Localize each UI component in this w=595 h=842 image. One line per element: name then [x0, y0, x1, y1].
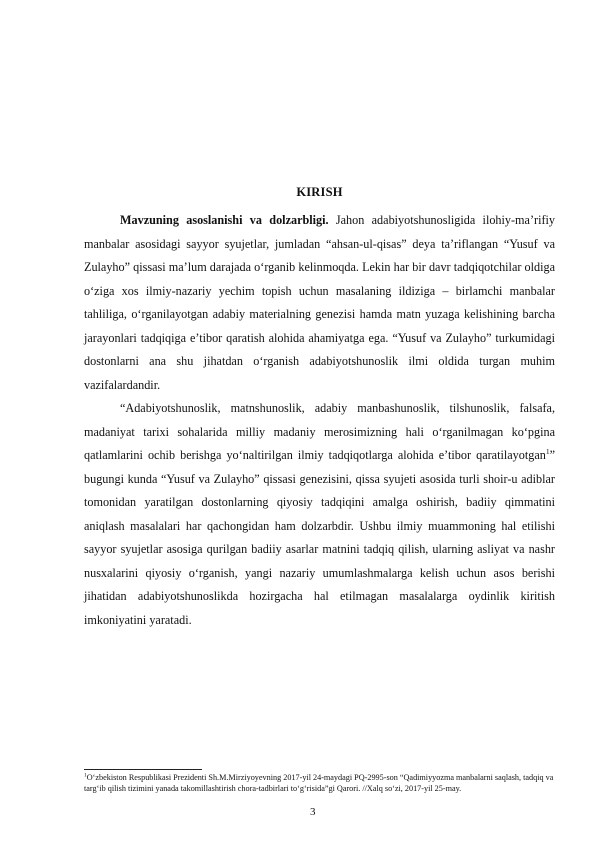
paragraph-relevance: [84, 209, 555, 397]
footnote-reference[interactable]: 1: [545, 446, 550, 456]
paragraph-lead: Mavzuning asoslanishi va dolzarbligi.: [120, 213, 329, 227]
page-number: 3: [310, 806, 316, 818]
paragraph-text-before: “Adabiyotshunoslik, matnshunoslik, adabiy manbashunoslik, tilshunoslik, falsafa, madaniyat tarixi sohalarida milliy madaniy merosimizning hali o‘rganilmagan ko‘pgina qatlamlarini ochib berishga yo‘naltirilgan ilmiy tadqiqotlarga alohida e’tibor qaratilayotgan: [84, 401, 555, 462]
body-text: [84, 209, 555, 632]
paragraph-research: [84, 397, 555, 632]
footnote-marker: 1: [84, 772, 87, 779]
footnote: [84, 772, 555, 794]
paragraph-text-after: ” bugungi kunda “Yusuf va Zulayho” qissasi genezisini, qissa syujeti asosida turli shoir-u adiblar tomonidan yaratilgan dostonlarning qiyosiy tadqiqini amalga oshirish, badiiy qimmatini aniqlash masalalari har qachongidan ham dolzarbdir. Ushbu ilmiy muammoning hal etilishi sayyor syujetlar asosiga qurilgan badiiy asarlar matnini tadqiq qilish, ularning asliyat va nashr nusxalarini qiyosiy o‘rganish, yangi nazariy umumlashmalarga kelish uchun asos berishi jihatidan adabiyotshunoslikda hozirgacha hal etilmagan masalalarga oydinlik kiritish imkoniyatini yaratadi.: [84, 448, 555, 627]
footnote-text: O‘zbekiston Respublikasi Prezidenti Sh.M.Mirziyoyevning 2017-yil 24-maydagi PQ-2995-son “Qadimiyyozma manbalarni saqlash, tadqiq va targ‘ib qilish tizimini yanada takomillashtirish chora-tadbirlari to‘g‘risida”gi Qarori. //Xalq so‘zi, 2017-yil 25-may.: [84, 773, 554, 793]
paragraph-text: Jahon adabiyotshunosligida ilohiy-ma’rifiy manbalar asosidagi sayyor syujetlar, jumladan “ahsan-ul-qisas” deya ta’riflangan “Yusuf va Zulayho” qissasi ma’lum darajada o‘rganib kelinmoqda. Lekin har bir davr tadqiqotchilar oldiga o‘ziga xos ilmiy-nazariy yechim topish uchun masalaning ildiziga – birlamchi manbalar tahliliga, o‘rganilayotgan adabiy materialning genezisi hamda matn yuzaga kelishining barcha jarayonlari tadqiqiga e’tibor qaratish alohida ahamiyatga ega. “Yusuf va Zulayho” turkumidagi dostonlarni ana shu jihatdan o‘rganish adabiyotshunoslik ilmi oldida turgan muhim vazifalardandir.: [84, 213, 555, 392]
section-heading: KIRISH: [296, 185, 343, 199]
footnote-divider: [84, 769, 202, 770]
